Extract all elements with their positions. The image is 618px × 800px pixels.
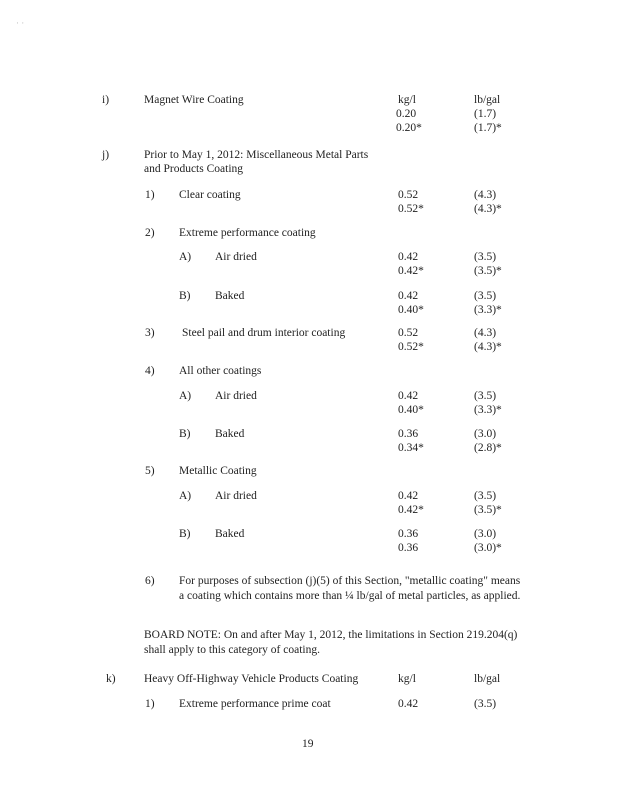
lbgal-value: (3.3)* [474, 404, 502, 416]
kgl-value: 0.42 [398, 290, 419, 302]
kgl-value: 0.42 [398, 390, 419, 402]
kgl-value: 0.36 [398, 428, 419, 440]
item-label: Steel pail and drum interior coating [182, 327, 346, 339]
kgl-value: 0.42 [398, 490, 419, 502]
kgl-value: 0.40* [398, 404, 424, 416]
lbgal-value: (1.7)* [474, 122, 502, 134]
sub-label: Air dried [215, 251, 257, 263]
item-label: Extreme performance prime coat [179, 698, 331, 710]
section-j-title: Prior to May 1, 2012: Miscellaneous Metal Parts [144, 149, 369, 161]
sub-letter: A) [179, 490, 192, 502]
item-label: Clear coating [179, 189, 241, 201]
item-number: 6) [145, 575, 155, 587]
metallic-coating-definition: For purposes of subsection (j)(5) of this Section, "metallic coating" means a coating which contains more than ¼ lb/gal of metal particles, as applied. [179, 575, 521, 602]
kgl-value: 0.42* [398, 265, 424, 277]
item-number: 1) [145, 698, 155, 710]
kgl-value: 0.20 [396, 108, 417, 120]
item-number: 5) [145, 465, 155, 477]
lbgal-header: lb/gal [474, 94, 501, 106]
section-k-marker: k) [106, 673, 116, 685]
lbgal-value: (3.0) [474, 528, 497, 540]
lbgal-value: (4.3)* [474, 203, 502, 215]
sub-label: Baked [215, 428, 245, 440]
kgl-header: kg/l [398, 673, 416, 685]
sub-letter: A) [179, 390, 192, 402]
kgl-value: 0.40* [398, 304, 424, 316]
item-number: 1) [145, 189, 155, 201]
item-label: Metallic Coating [179, 465, 257, 477]
lbgal-value: (3.3)* [474, 304, 502, 316]
lbgal-value: (3.5) [474, 490, 497, 502]
section-k-title: Heavy Off-Highway Vehicle Products Coating [144, 673, 359, 685]
lbgal-value: (3.5) [474, 390, 497, 402]
sub-letter: A) [179, 251, 192, 263]
sub-letter: B) [179, 428, 191, 440]
kgl-value: 0.36 [398, 542, 419, 554]
sub-label: Baked [215, 528, 245, 540]
lbgal-header: lb/gal [474, 673, 501, 685]
kgl-value: 0.42 [398, 698, 419, 710]
kgl-value: 0.52* [398, 203, 424, 215]
section-j-marker: j) [102, 149, 110, 161]
sub-letter: B) [179, 528, 191, 540]
section-j-title: and Products Coating [144, 163, 244, 175]
kgl-value: 0.34* [398, 442, 424, 454]
lbgal-value: (3.0)* [474, 542, 502, 554]
item-label: All other coatings [179, 365, 262, 377]
sub-label: Baked [215, 290, 245, 302]
kgl-value: 0.52* [398, 341, 424, 353]
section-i-marker: i) [102, 94, 110, 106]
lbgal-value: (3.5)* [474, 504, 502, 516]
kgl-value: 0.42 [398, 251, 419, 263]
scan-speck: · · [16, 18, 25, 28]
lbgal-value: (3.5)* [474, 265, 502, 277]
kgl-value: 0.42* [398, 504, 424, 516]
kgl-value: 0.52 [398, 327, 419, 339]
kgl-header: kg/l [398, 94, 416, 106]
kgl-value: 0.36 [398, 528, 419, 540]
board-note: BOARD NOTE: On and after May 1, 2012, the limitations in Section 219.204(q) shall apply to this category of coating. [144, 629, 518, 656]
lbgal-value: (3.0) [474, 428, 497, 440]
sub-label: Air dried [215, 490, 257, 502]
sub-letter: B) [179, 290, 191, 302]
lbgal-value: (4.3)* [474, 341, 502, 353]
page-number: 19 [302, 738, 314, 750]
kgl-value: 0.52 [398, 189, 419, 201]
item-number: 2) [145, 227, 155, 239]
lbgal-value: (4.3) [474, 189, 497, 201]
section-i-title: Magnet Wire Coating [144, 94, 244, 106]
lbgal-value: (3.5) [474, 290, 497, 302]
lbgal-value: (1.7) [474, 108, 497, 120]
lbgal-value: (2.8)* [474, 442, 502, 454]
sub-label: Air dried [215, 390, 257, 402]
item-label: Extreme performance coating [179, 227, 316, 239]
lbgal-value: (3.5) [474, 251, 497, 263]
item-number: 4) [145, 365, 155, 377]
lbgal-value: (3.5) [474, 698, 497, 710]
lbgal-value: (4.3) [474, 327, 497, 339]
kgl-value: 0.20* [396, 122, 422, 134]
item-number: 3) [145, 327, 155, 339]
